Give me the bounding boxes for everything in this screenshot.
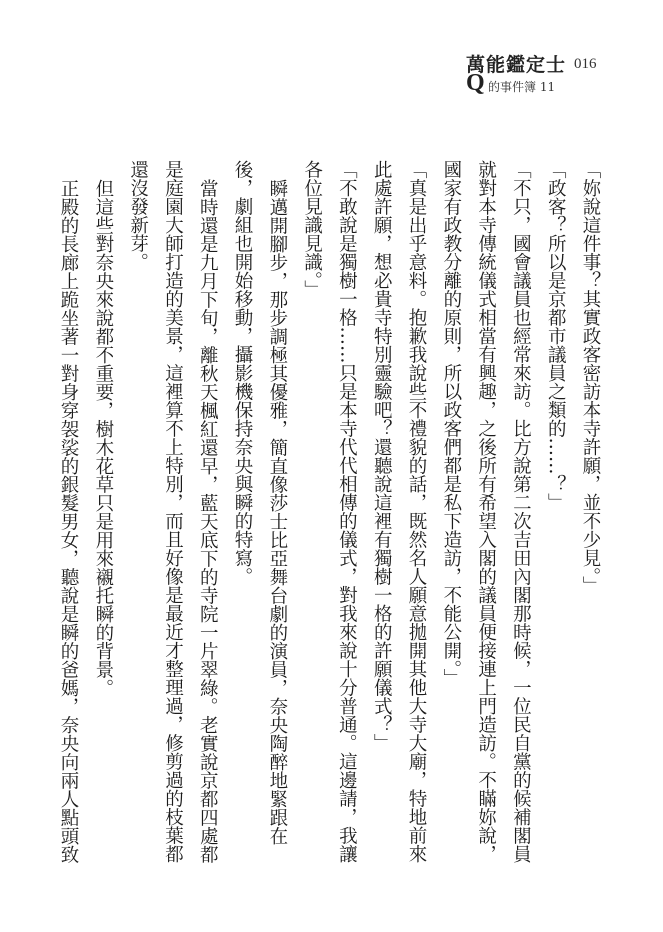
paragraph: 正殿的長廊上跪坐著一對身穿袈裟的銀髮男女，聽說是瞬的爸媽，奈央向兩人點頭致 [58,178,80,863]
paragraph: 「政客？所以是京都市議員之類的……？」 [545,160,567,512]
paragraph: 但這些對奈央來說都不重要，樹木花草只是用來襯托瞬的背景。 [92,178,114,697]
book-subtitle: 的事件簿 11 [488,80,556,94]
paragraph: 「妳說這件事？其實政客密訪本寺許願，並不少見。」 [580,160,601,595]
running-header [466,50,636,100]
body-text [58,160,607,872]
book-title: 萬能鑑定士 [466,54,567,76]
page-number: 016 [574,56,597,72]
paragraph: 「不只，國會議員也經常來訪。比方說第二次吉田內閣那時候，一位民自黨的候補閣員就對本寺傳統儀式相當有興趣，之後所有希望入閣的議員便接連上門造訪。不瞞妳說，國家有政教分離的原則，所以政客們都是私下造訪，不能公開。」 [440,160,532,863]
paragraph: 「不敢說是獨樹一格……只是本寺代代相傳的儀式，對我來說十分普通。這邊請，我讓各位見識見識。」 [301,160,358,863]
paragraph: 瞬邁開腳步，那步調極其優雅，簡直像莎士比亞舞台劇的演員，奈央陶醉地緊跟在後，劇組也開始移動，攝影機保持奈央與瞬的特寫。 [232,160,288,845]
paragraph: 「真是出乎意料。抱歉我說些不禮貌的話，既然名人願意拋開其他大寺大廟，特地前來此處許願，想必貴寺特別靈驗吧？還聽說這裡有獨樹一格的許願儀式？」 [371,160,428,863]
paragraph: 當時還是九月下旬，離秋天楓紅還早，藍天底下的寺院一片翠綠。老實說京都四處都是庭園大師打造的美景，這裡算不上特別，而且好像是最近才整理過，修剪過的枝葉都還沒發新芽。 [127,160,219,863]
series-letter: Q [466,70,485,96]
